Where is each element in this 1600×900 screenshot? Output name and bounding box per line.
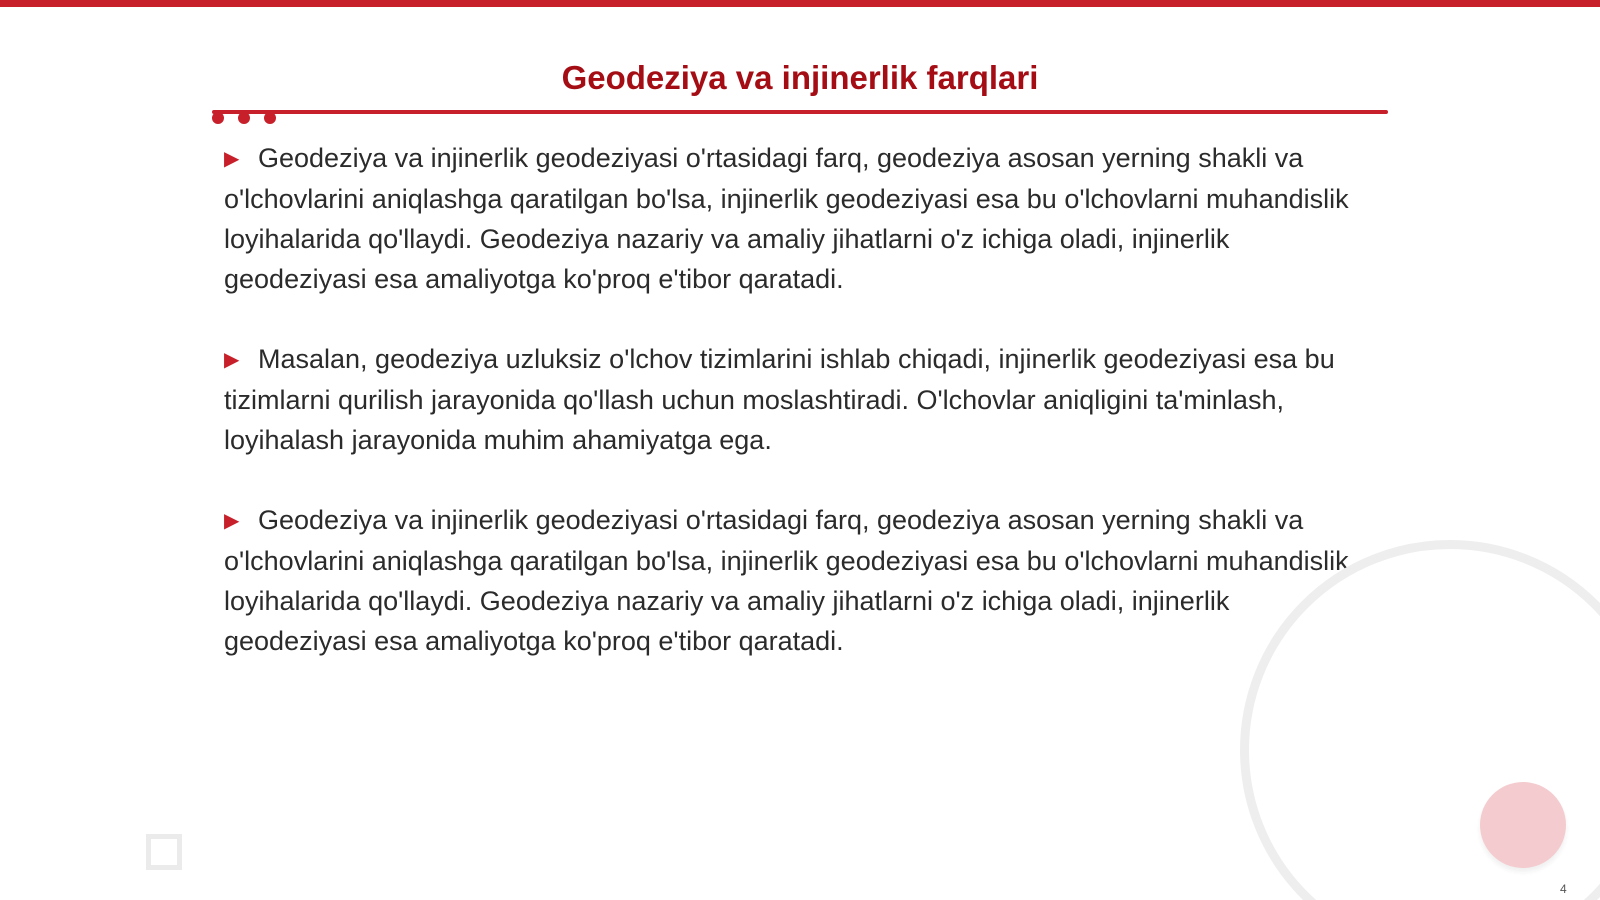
triangle-bullet-icon: ▶: [224, 148, 240, 170]
bullet-paragraph-1: [224, 138, 1374, 299]
bullet-paragraph-2: [224, 339, 1374, 460]
slide-title: Geodeziya va injinerlik farqlari: [561, 59, 1039, 96]
bullet-paragraph-3: [224, 500, 1374, 661]
top-accent-bar: [0, 0, 1600, 7]
triangle-bullet-icon: ▶: [224, 349, 240, 371]
decor-dot: [212, 112, 224, 124]
paragraph-text: Masalan, geodeziya uzluksiz o'lchov tizimlarini ishlab chiqadi, injinerlik geodeziyasi esa bu tizimlarni qurilish jarayonida qo'llash uchun moslashtiradi. O'lchovlar aniqligini ta'minlash, loyihalash jarayonida muhim ahamiyatga ega.: [224, 344, 1335, 455]
page-number: 4: [1560, 882, 1567, 896]
title-underline: [212, 110, 1388, 114]
slide-body: [224, 138, 1374, 701]
decor-dot: [264, 112, 276, 124]
paragraph-text: Geodeziya va injinerlik geodeziyasi o'rtasidagi farq, geodeziya asosan yerning shakli va o'lchovlarini aniqlashga qaratilgan bo'lsa, injinerlik geodeziyasi esa bu o'lchovlarni muhandislik loyihalarida qo'llaydi. Geodeziya nazariy va amaliy jihatlarni o'z ichiga oladi, injinerlik geodeziyasi esa amaliyotga ko'proq e'tibor qaratadi.: [224, 505, 1349, 656]
paragraph-text: Geodeziya va injinerlik geodeziyasi o'rtasidagi farq, geodeziya asosan yerning shakli va o'lchovlarini aniqlashga qaratilgan bo'lsa, injinerlik geodeziyasi esa bu o'lchovlarni muhandislik loyihalarida qo'llaydi. Geodeziya nazariy va amaliy jihatlarni o'z ichiga oladi, injinerlik geodeziyasi esa amaliyotga ko'proq e'tibor qaratadi.: [224, 143, 1349, 294]
decor-dot: [238, 112, 250, 124]
decor-square-outline: [146, 834, 182, 870]
triangle-bullet-icon: ▶: [224, 510, 240, 532]
decor-pink-circle: [1480, 782, 1566, 868]
